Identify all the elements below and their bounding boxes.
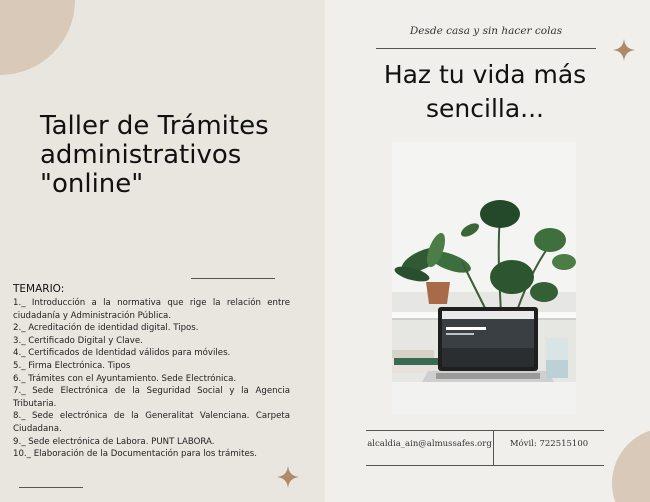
title-line: "online" [40, 169, 144, 199]
temario-item: 4._ Certificados de Identidad válidos para móviles. [13, 348, 231, 359]
temario-item: 8._ Sede electrónica de la Generalitat Valenciana. Carpeta Ciudadana. [13, 411, 290, 434]
corner-circle-decoration [0, 0, 75, 75]
divider-line [376, 48, 596, 49]
headline-line: sencilla... [426, 94, 544, 123]
sparkle-star-icon [613, 39, 635, 61]
temario-item: 7._ Sede Electrónica de la Seguridad Social y la Agencia Tributaria. [13, 386, 290, 409]
divider-line [19, 487, 83, 488]
laptop-with-plants-photo [392, 142, 576, 414]
divider-line [366, 465, 604, 466]
temario-item: 2._ Acreditación de identidad digital. Tipos. [13, 323, 199, 334]
divider-line [191, 278, 275, 279]
workshop-title [40, 112, 320, 199]
temario-list [13, 297, 290, 461]
tagline: Desde casa y sin hacer colas [409, 25, 563, 37]
contact-email: alcaldia_ain@almussafes.org [367, 439, 492, 449]
headline-line: Haz tu vida más [383, 60, 587, 89]
temario-item: 9._ Sede electrónica de Labora. PUNT LABORA. [13, 436, 215, 447]
temario-item: 1._ Introducción a la normativa que rige la relación entre ciudadanía y Administración Pública. [13, 298, 290, 321]
contact-phone: Móvil: 722515100 [509, 439, 589, 449]
temario-item: 10._ Elaboración de la Documentación para los trámites. [13, 449, 257, 460]
temario-heading: TEMARIO: [13, 283, 65, 295]
sparkle-star-icon [277, 466, 299, 488]
headline [360, 58, 610, 126]
divider-line [366, 430, 604, 431]
temario-item: 5._ Firma Electrónica. Tipos [13, 360, 131, 371]
temario-item: 3._ Certificado Digital y Clave. [13, 335, 143, 346]
title-line: Taller de Trámites [40, 111, 269, 141]
temario-item: 6._ Trámites con el Ayuntamiento. Sede Electrónica. [13, 373, 237, 384]
title-line: administrativos [40, 140, 242, 170]
